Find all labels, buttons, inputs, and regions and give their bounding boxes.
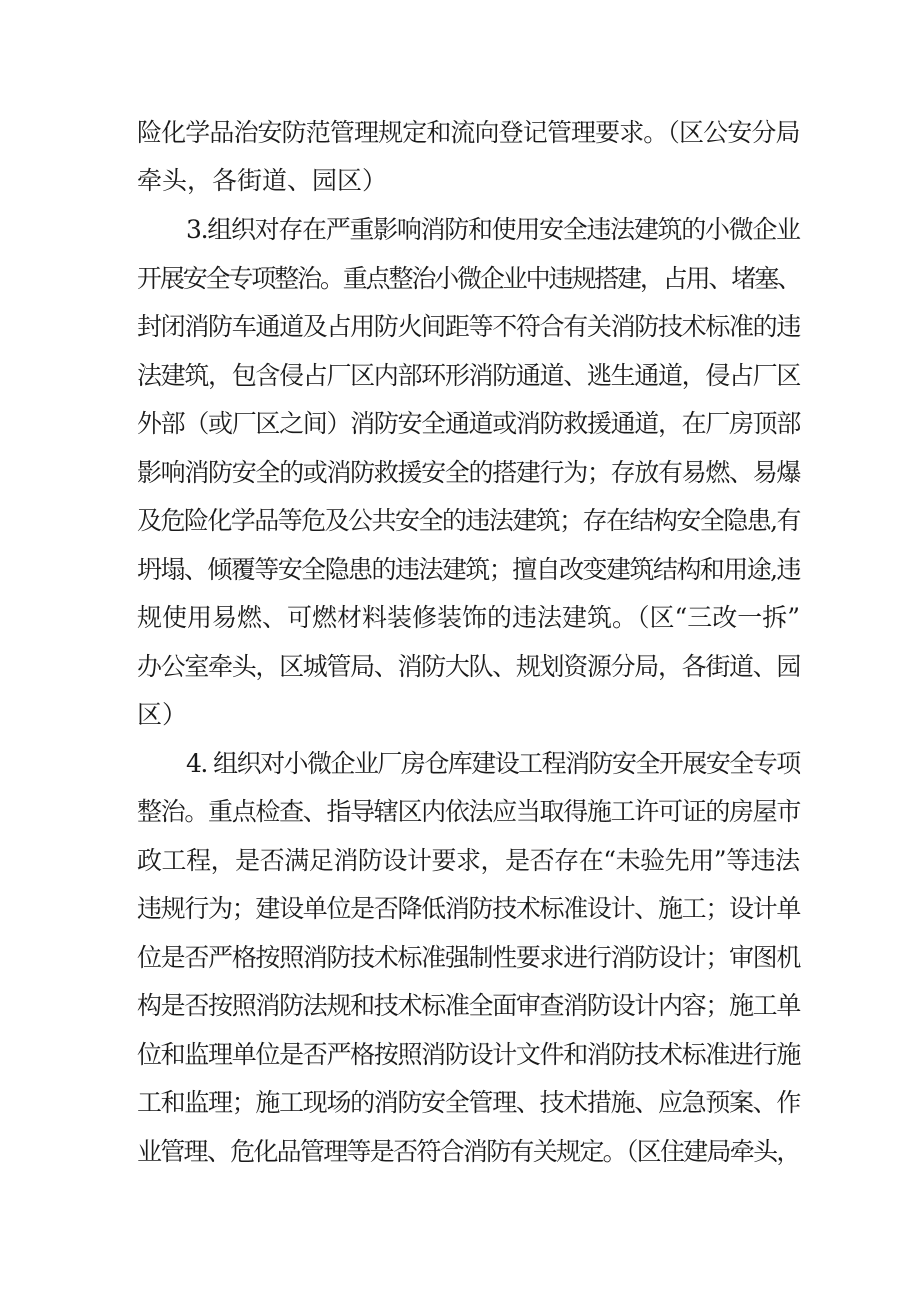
text-line-17: 违规行为；建设单位是否降低消防技术标准设计、施工；设计单 xyxy=(137,894,801,923)
text-line-8: 影响消防安全的或消防救援安全的搭建行为；存放有易燃、易爆 xyxy=(137,458,801,487)
text-line-21: 工和监理；施工现场的消防安全管理、技术措施、应急预案、作 xyxy=(137,1088,801,1117)
text-line-13: 区） xyxy=(137,700,188,729)
text-line-22: 业管理、危化品管理等是否符合消防有关规定。（区住建局牵头， xyxy=(137,1137,800,1166)
text-line-14: 4. 组织对小微企业厂房仓库建设工程消防安全开展安全专项 xyxy=(186,749,800,778)
text-line-2: 牵头，各街道、园区） xyxy=(137,166,388,195)
text-line-19: 构是否按照消防法规和技术标准全面审查消防设计内容；施工单 xyxy=(137,991,801,1020)
text-line-12: 办公室牵头，区城管局、消防大队、规划资源分局，各街道、园 xyxy=(137,652,801,681)
text-line-15: 整治。重点检查、指导辖区内依法应当取得施工许可证的房屋市 xyxy=(137,797,801,826)
text-line-20: 位和监理单位是否严格按照消防设计文件和消防技术标准进行施 xyxy=(137,1040,801,1069)
text-line-16: 政工程，是否满足消防设计要求，是否存在“未验先用”等违法 xyxy=(137,846,800,875)
text-line-9: 及危险化学品等危及公共安全的违法建筑；存在结构安全隐患,有 xyxy=(137,506,800,535)
text-line-1: 险化学品治安防范管理规定和流向登记管理要求。（区公安分局 xyxy=(137,118,800,147)
text-line-3: 3.组织对存在严重影响消防和使用安全违法建筑的小微企业 xyxy=(186,215,800,244)
text-line-10: 坍塌、倾覆等安全隐患的违法建筑；擅自改变建筑结构和用途,违 xyxy=(137,555,800,584)
text-line-4: 开展安全专项整治。重点整治小微企业中违规搭建，占用、堵塞、 xyxy=(137,264,800,293)
text-line-6: 法建筑，包含侵占厂区内部环形消防通道、逃生通道，侵占厂区 xyxy=(137,361,801,390)
text-line-5: 封闭消防车通道及占用防火间距等不符合有关消防技术标准的违 xyxy=(137,312,801,341)
text-line-18: 位是否严格按照消防技术标准强制性要求进行消防设计；审图机 xyxy=(137,943,801,972)
text-line-7: 外部（或厂区之间）消防安全通道或消防救援通道，在厂房顶部 xyxy=(137,409,801,438)
text-line-11: 规使用易燃、可燃材料装修装饰的违法建筑。（区“三改一拆” xyxy=(137,603,801,632)
